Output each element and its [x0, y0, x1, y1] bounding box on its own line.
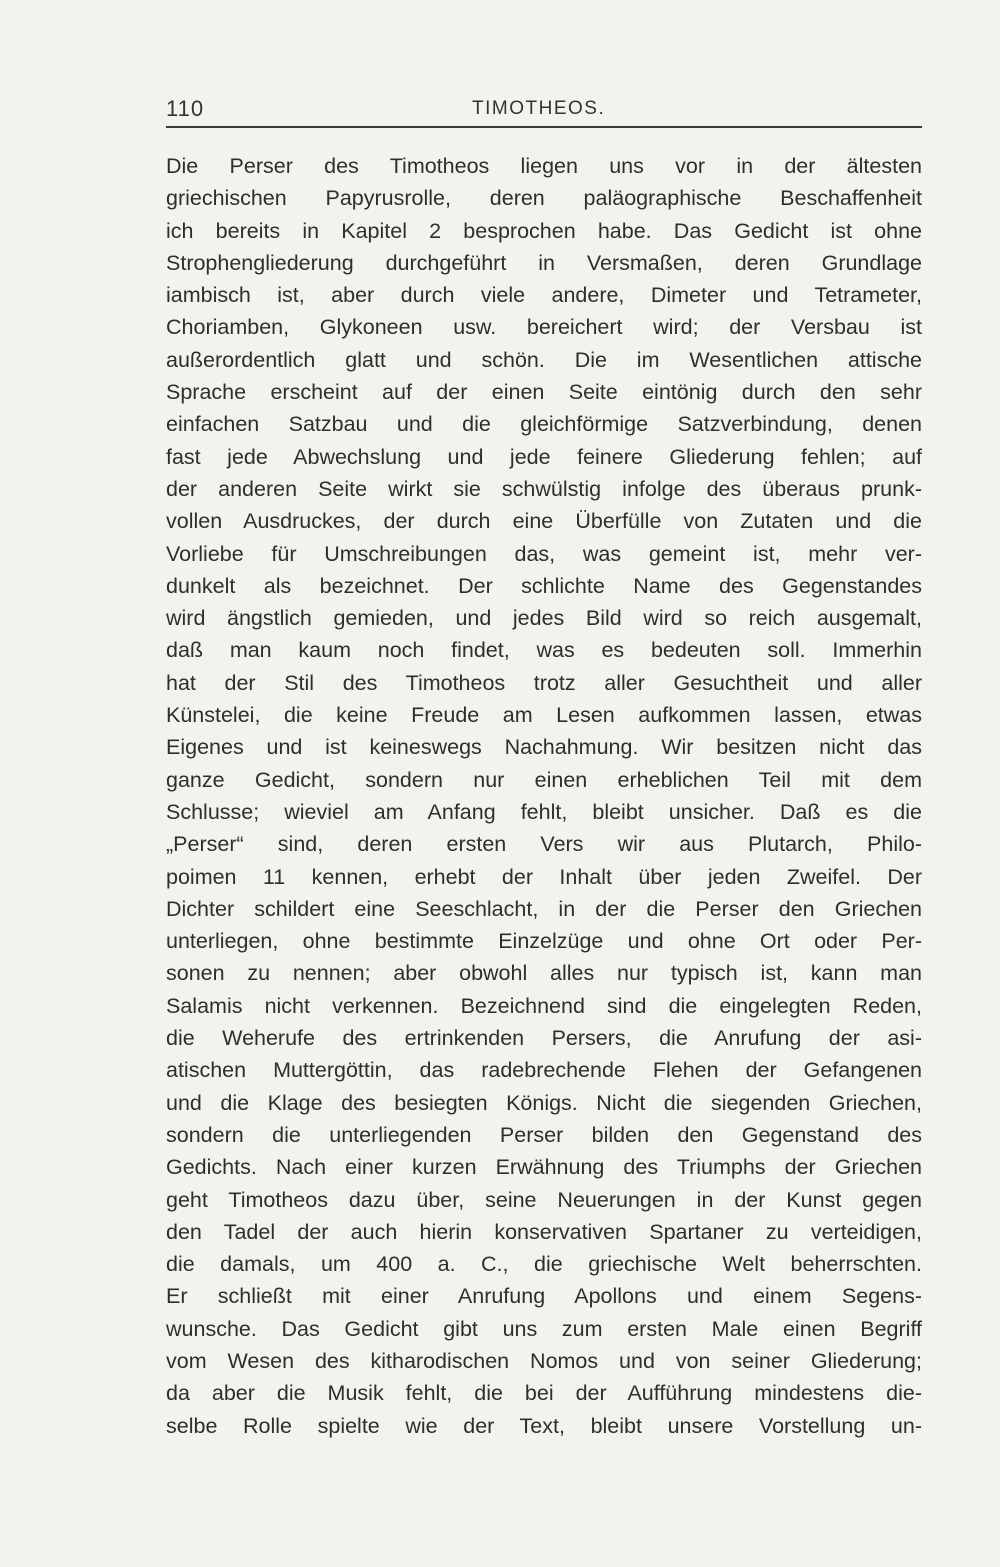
text-line: sonen zu nennen; aber obwohl alles nur typisch ist, kann man [166, 961, 922, 986]
text-line: da aber die Musik fehlt, die bei der Aufführung mindestens die- [166, 1381, 922, 1406]
text-line: ich bereits in Kapitel 2 besprochen habe. Das Gedicht ist ohne [166, 218, 922, 243]
text-line: Dichter schildert eine Seeschlacht, in der die Perser den Griechen [166, 896, 922, 921]
text-line: geht Timotheos dazu über, seine Neuerungen in der Kunst gegen [166, 1187, 922, 1212]
text-line: und die Klage des besiegten Königs. Nicht die siegenden Griechen, [166, 1090, 922, 1115]
text-line: Sprache erscheint auf der einen Seite eintönig durch den sehr [166, 380, 922, 405]
text-line: Er schließt mit einer Anrufung Apollons und einem Segens- [166, 1284, 922, 1309]
text-line: Die Perser des Timotheos liegen uns vor in der ältesten [166, 154, 922, 178]
text-line: sondern die unterliegenden Perser bilden den Gegenstand des [166, 1122, 922, 1147]
text-line: vollen Ausdruckes, der durch eine Überfülle von Zutaten und die [166, 509, 922, 534]
body-text [166, 150, 922, 1442]
text-line: poimen 11 kennen, erhebt der Inhalt über jeden Zweifel. Der [166, 864, 922, 889]
text-line: außerordentlich glatt und schön. Die im Wesentlichen attische [166, 347, 922, 372]
page-number: 110 [166, 96, 205, 121]
text-line: selbe Rolle spielte wie der Text, bleibt unsere Vorstellung un- [166, 1413, 922, 1438]
text-line: „Perser“ sind, deren ersten Vers wir aus Plutarch, Philo- [166, 832, 922, 857]
text-line: die damals, um 400 a. C., die griechische Welt beherrschten. [166, 1252, 922, 1277]
text-line: hat der Stil des Timotheos trotz aller Gesuchtheit und aller [166, 670, 922, 695]
text-line: Schlusse; wieviel am Anfang fehlt, bleibt unsicher. Daß es die [166, 799, 922, 824]
text-line: Salamis nicht verkennen. Bezeichnend sind die eingelegten Reden, [166, 993, 922, 1018]
text-line: der anderen Seite wirkt sie schwülstig infolge des überaus prunk- [166, 476, 922, 501]
text-line: ganze Gedicht, sondern nur einen erheblichen Teil mit dem [166, 767, 922, 792]
text-line: wird ängstlich gemieden, und jedes Bild wird so reich ausgemalt, [166, 606, 922, 631]
text-line: daß man kaum noch findet, was es bedeuten soll. Immerhin [166, 638, 922, 663]
text-line: atischen Muttergöttin, das radebrechende Flehen der Gefangenen [166, 1058, 922, 1083]
text-line: Choriamben, Glykoneen usw. bereichert wird; der Versbau ist [166, 315, 922, 340]
text-line: dunkelt als bezeichnet. Der schlichte Name des Gegenstandes [166, 573, 922, 598]
text-line: Vorliebe für Umschreibungen das, was gemeint ist, mehr ver- [166, 541, 922, 566]
text-line: die Weherufe des ertrinkenden Persers, die Anrufung der asi- [166, 1026, 922, 1051]
text-line: Künstelei, die keine Freude am Lesen aufkommen lassen, etwas [166, 703, 922, 728]
text-line: iambisch ist, aber durch viele andere, Dimeter und Tetrameter, [166, 283, 922, 308]
text-line: den Tadel der auch hierin konservativen Spartaner zu verteidigen, [166, 1219, 922, 1244]
text-line: Strophengliederung durchgeführt in Versmaßen, deren Grundlage [166, 250, 922, 275]
text-line: griechischen Papyrusrolle, deren paläographische Beschaffenheit [166, 186, 922, 211]
text-line: unterliegen, ohne bestimmte Einzelzüge und ohne Ort oder Per- [166, 929, 922, 954]
text-line: Gedichts. Nach einer kurzen Erwähnung des Triumphs der Griechen [166, 1155, 922, 1180]
text-line: einfachen Satzbau und die gleichförmige Satzverbindung, denen [166, 412, 922, 437]
text-line: Eigenes und ist keineswegs Nachahmung. Wir besitzen nicht das [166, 735, 922, 760]
text-line: fast jede Abwechslung und jede feinere Gliederung fehlen; auf [166, 444, 922, 469]
header-rule [166, 126, 922, 128]
running-title: TIMOTHEOS. [472, 98, 606, 119]
text-line: vom Wesen des kitharodischen Nomos und von seiner Gliederung; [166, 1348, 922, 1373]
page-header [166, 96, 922, 126]
text-line: wunsche. Das Gedicht gibt uns zum ersten Male einen Begriff [166, 1316, 922, 1341]
